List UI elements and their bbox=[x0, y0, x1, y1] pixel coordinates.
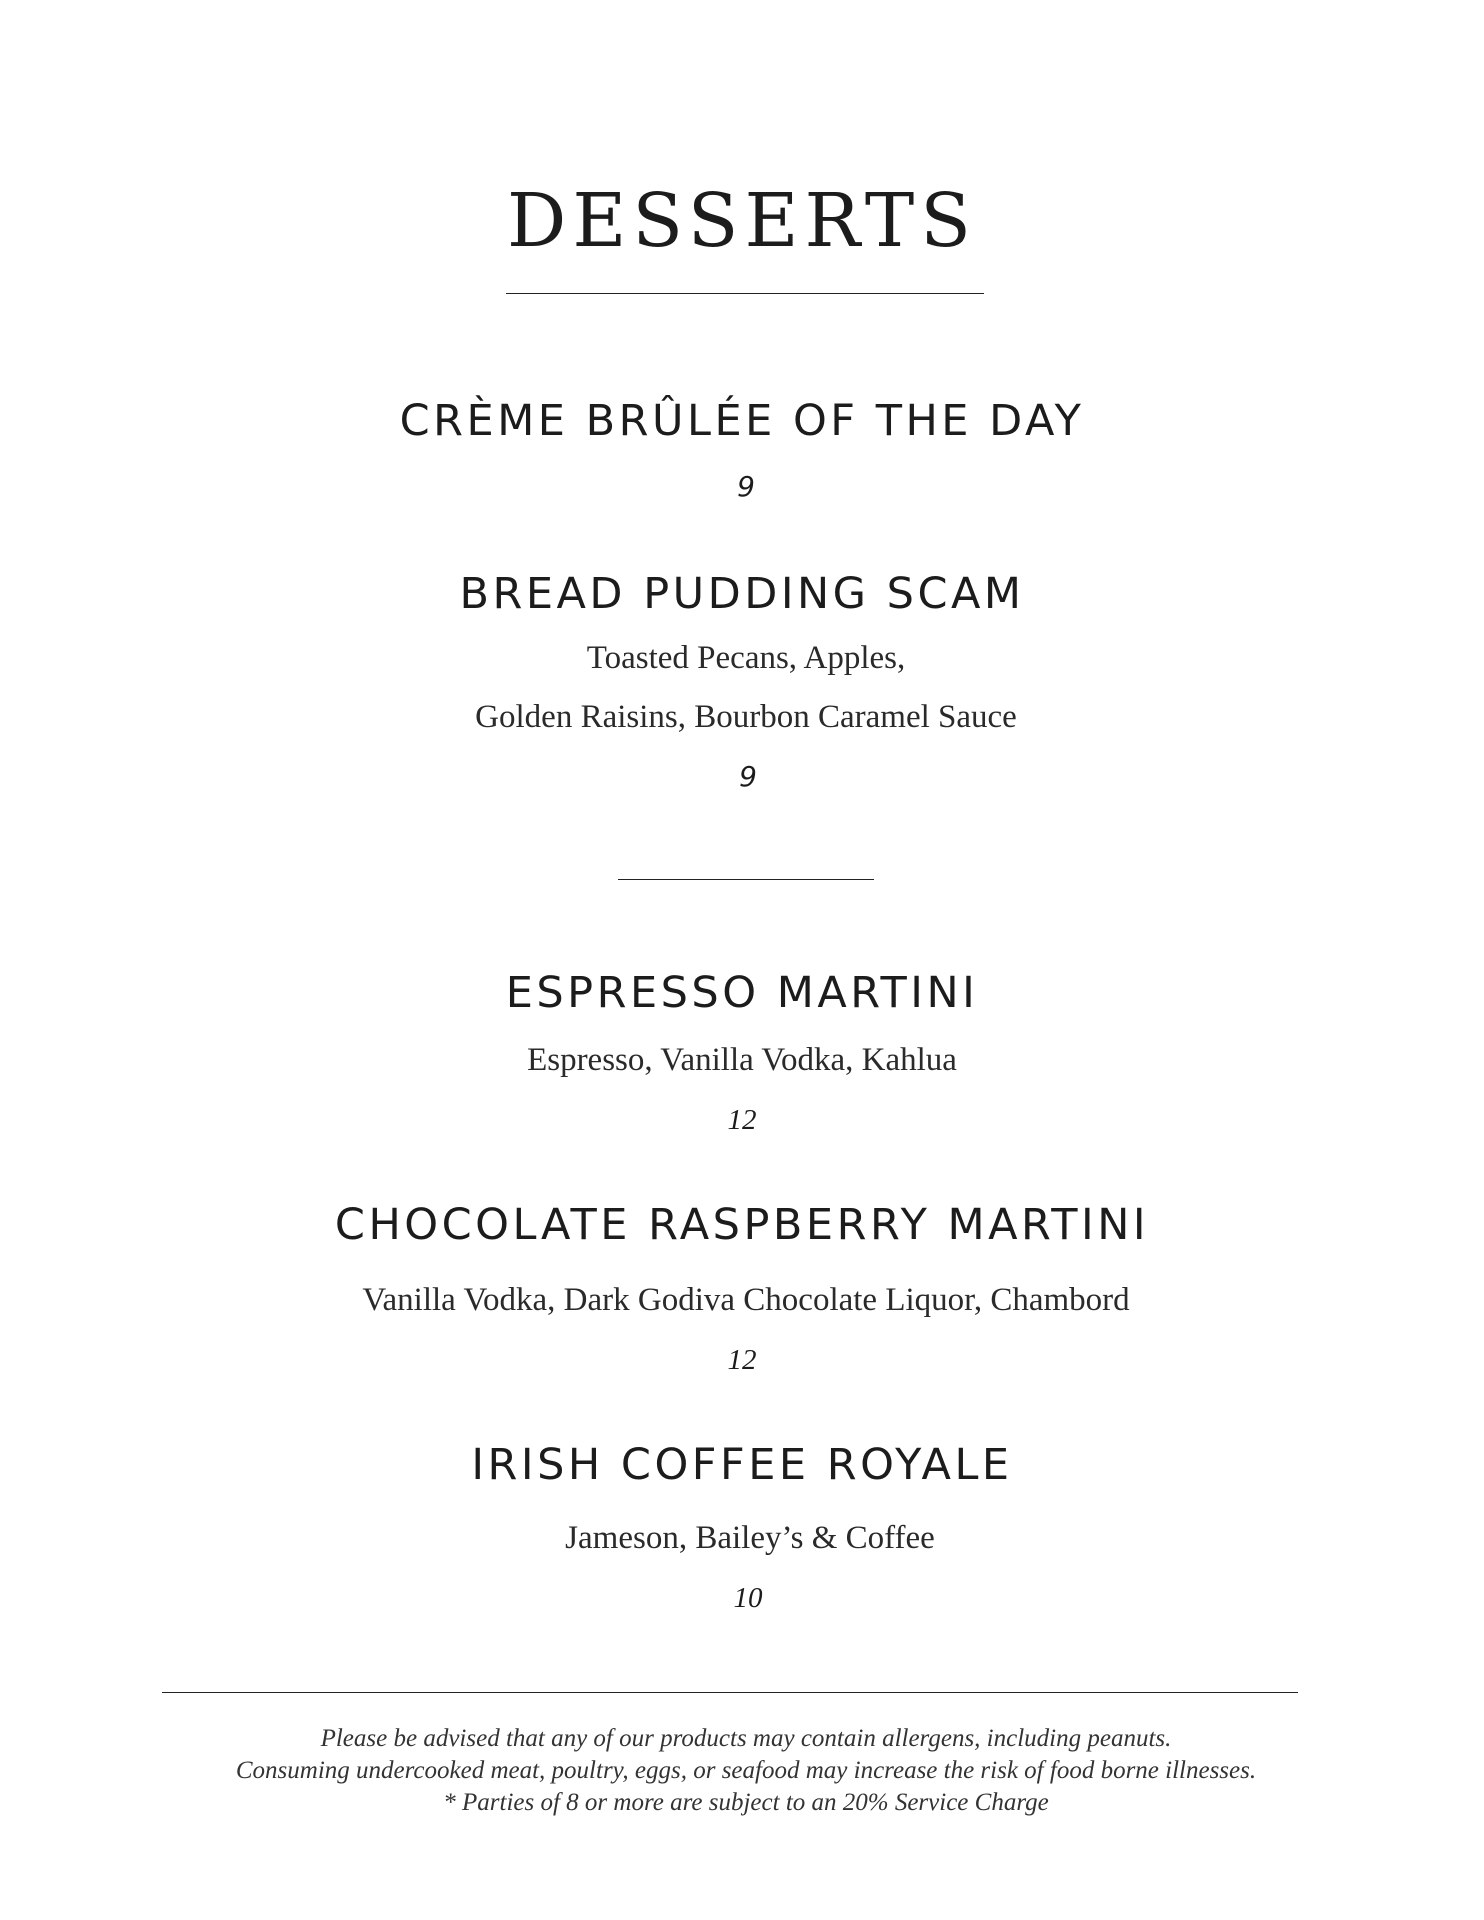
menu-item-description: Espresso, Vanilla Vodka, Kahlua bbox=[527, 1042, 957, 1078]
section-divider bbox=[618, 879, 874, 880]
menu-item-description: Vanilla Vodka, Dark Godiva Chocolate Liquor, Chambord bbox=[362, 1282, 1130, 1318]
footer-divider bbox=[162, 1692, 1298, 1693]
menu-item-price: 10 bbox=[733, 1582, 763, 1614]
allergen-notice: Please be advised that any of our products may contain allergens, including peanuts. bbox=[320, 1725, 1172, 1752]
menu-item-name: CRÈME BRÛLÉE OF THE DAY bbox=[399, 396, 1085, 446]
service-charge-notice: * Parties of 8 or more are subject to an 20% Service Charge bbox=[443, 1789, 1049, 1816]
menu-item-name: ESPRESSO MARTINI bbox=[505, 968, 979, 1018]
menu-item-price: 9 bbox=[739, 760, 757, 793]
menu-item-name: CHOCOLATE RASPBERRY MARTINI bbox=[334, 1200, 1150, 1250]
food-safety-notice: Consuming undercooked meat, poultry, eggs, or seafood may increase the risk of food borne illnesses. bbox=[235, 1757, 1257, 1784]
menu-item-price: 12 bbox=[727, 1344, 757, 1376]
menu-item-price: 12 bbox=[727, 1104, 757, 1136]
menu-item-description: Jameson, Bailey’s & Coffee bbox=[565, 1520, 935, 1556]
menu-item-name: BREAD PUDDING SCAM bbox=[459, 569, 1025, 619]
page-title: DESSERTS bbox=[507, 178, 977, 264]
menu-item-description: Golden Raisins, Bourbon Caramel Sauce bbox=[475, 699, 1017, 735]
title-divider bbox=[506, 293, 984, 294]
menu-item-description: Toasted Pecans, Apples, bbox=[586, 640, 906, 676]
menu-item-price: 9 bbox=[737, 470, 755, 503]
menu-item-name: IRISH COFFEE ROYALE bbox=[471, 1440, 1013, 1490]
